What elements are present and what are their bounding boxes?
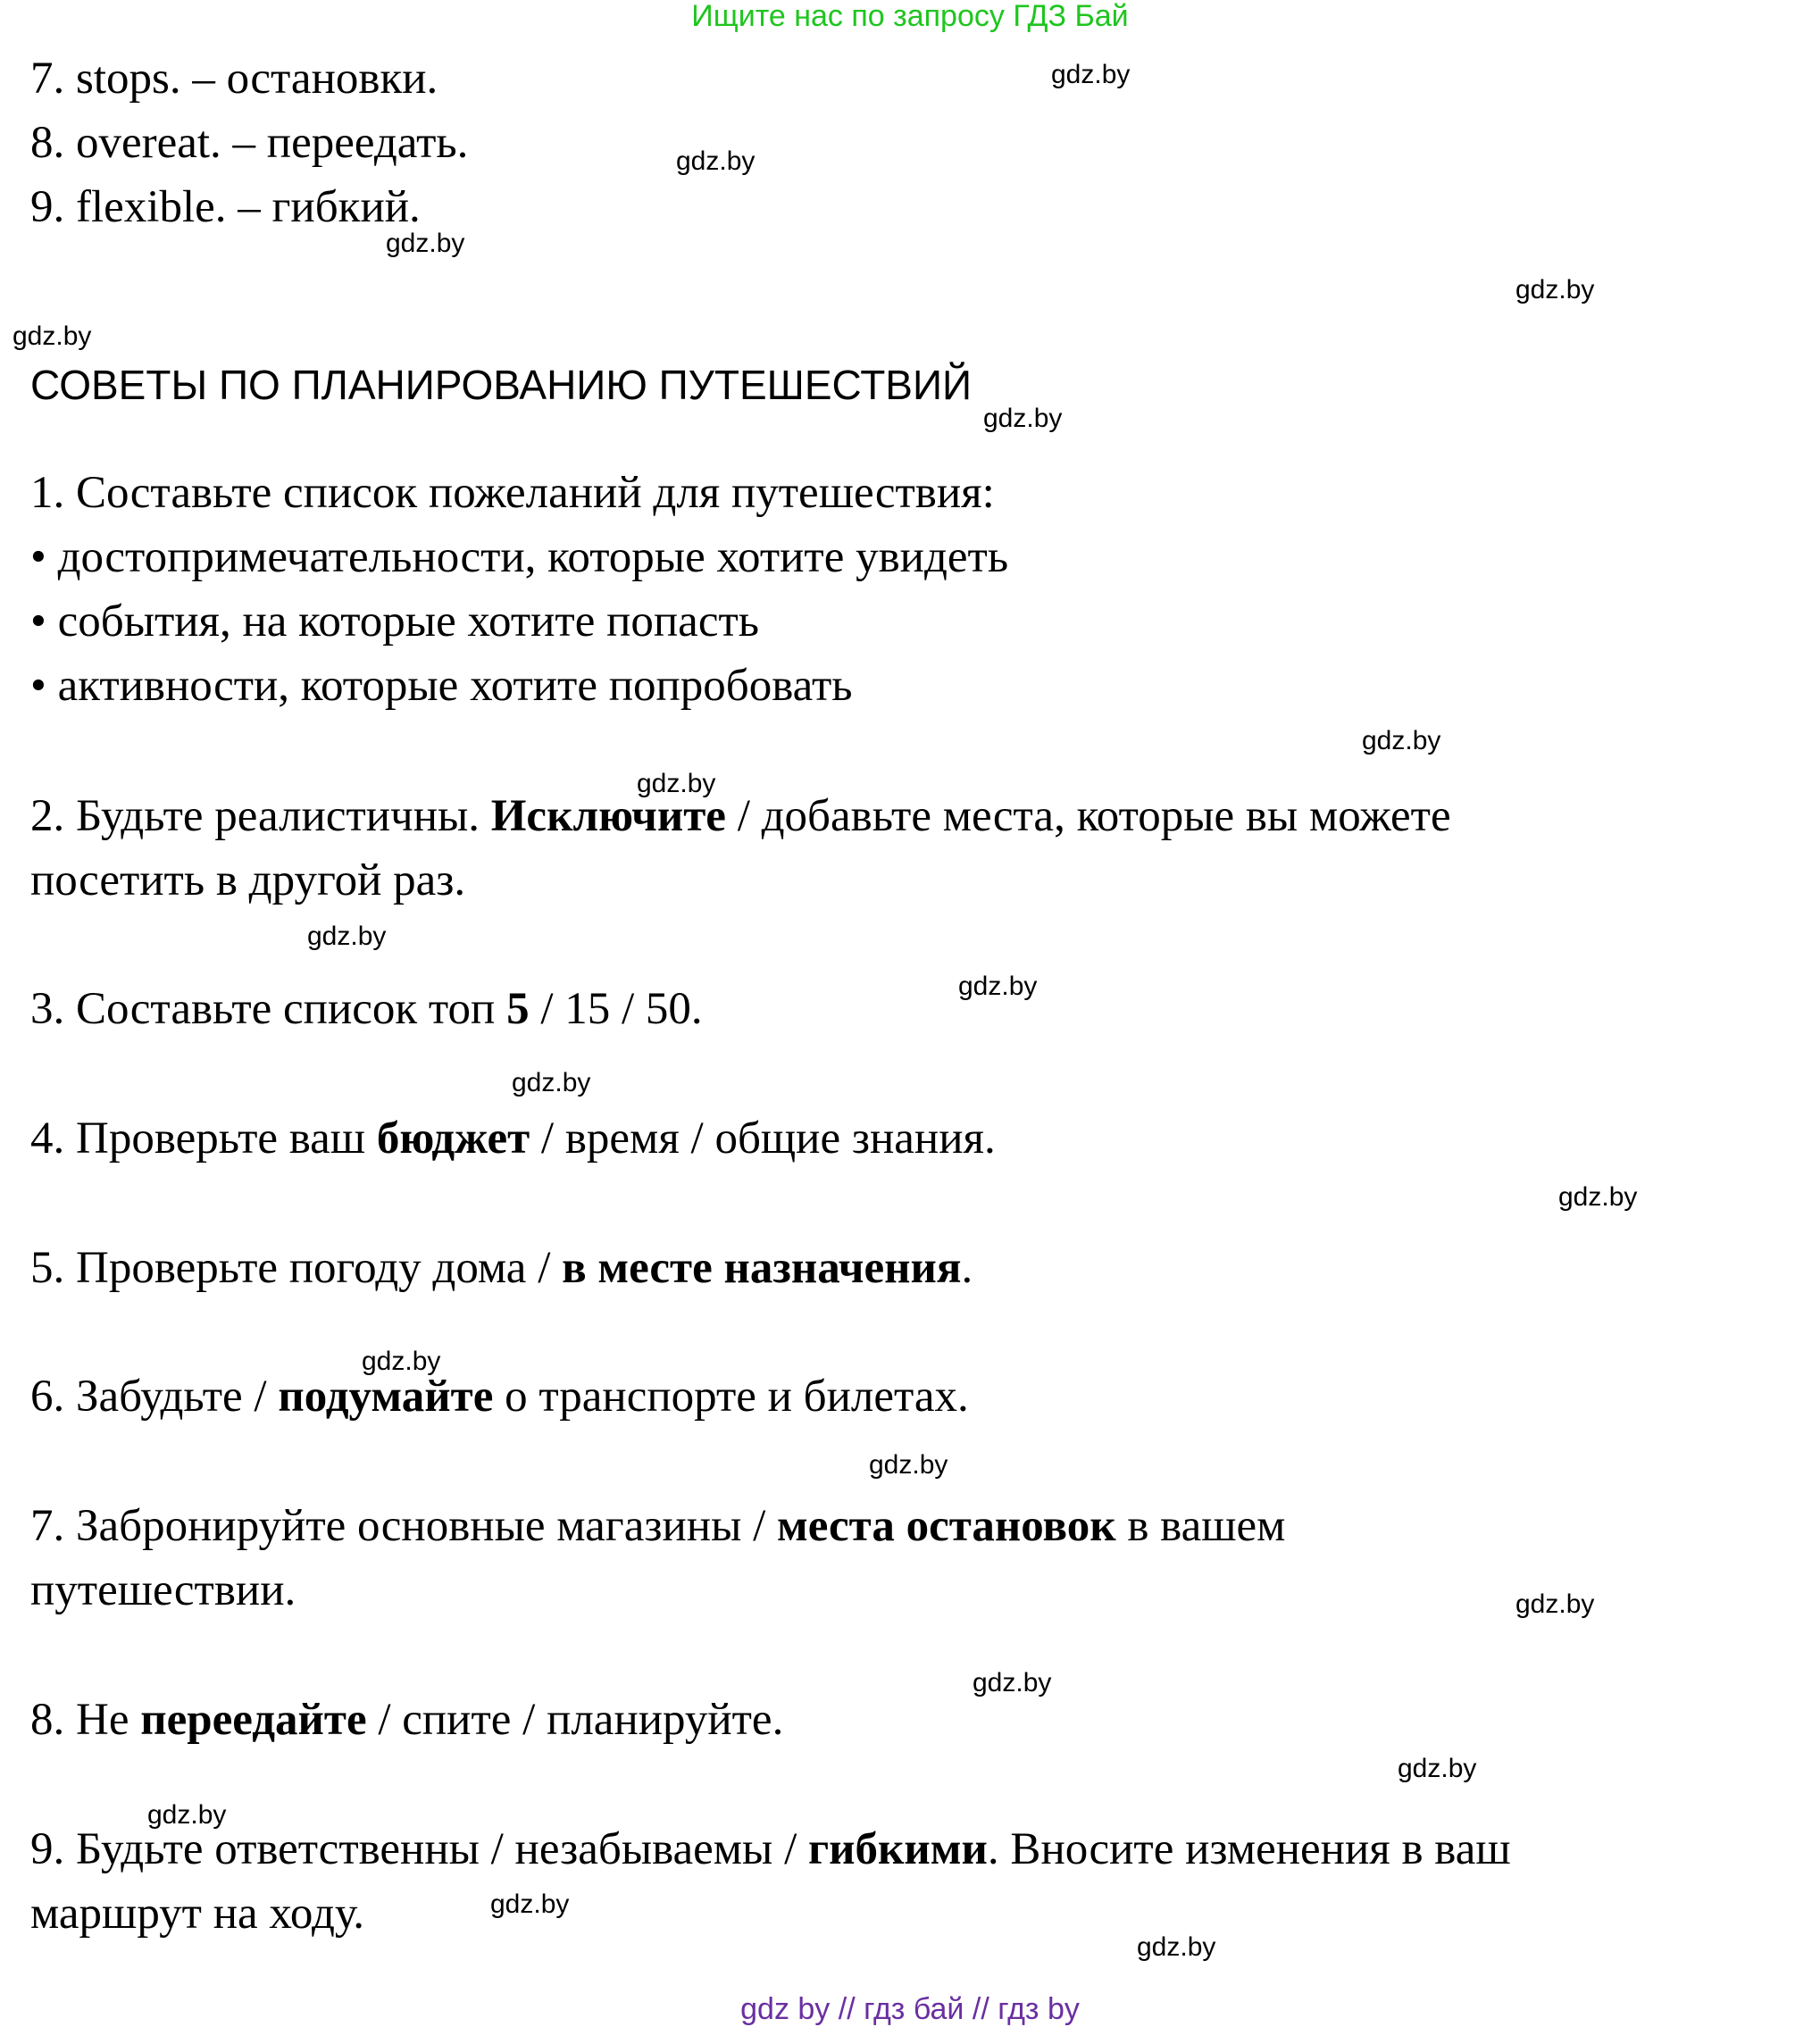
bullet-item: • активности, которые хотите попробовать	[30, 661, 853, 711]
vocab-item: 7. stops. – остановки.	[30, 54, 438, 104]
watermark: gdz.by	[307, 922, 387, 951]
tip-5: 5. Проверьте погоду дома / в месте назначения.	[30, 1243, 973, 1293]
watermark: gdz.by	[983, 404, 1063, 433]
answer-bold: гибкими	[807, 1824, 988, 1874]
watermark: gdz.by	[637, 769, 716, 798]
watermark: gdz.by	[869, 1450, 948, 1480]
watermark: gdz.by	[1051, 60, 1131, 89]
bullet-item: • события, на которые хотите попасть	[30, 596, 759, 646]
watermark: gdz.by	[1137, 1932, 1216, 1962]
tip-2: 2. Будьте реалистичны. Исключите / добавьте места, которые вы можете	[30, 791, 1451, 841]
watermark: gdz.by	[1515, 1589, 1595, 1619]
tip-3: 3. Составьте список топ 5 / 15 / 50.	[30, 984, 703, 1034]
tip-8: 8. Не переедайте / спите / планируйте.	[30, 1695, 784, 1745]
tip-6: 6. Забудьте / подумайте о транспорте и билетах.	[30, 1372, 969, 1422]
tip-7-continued: путешествии.	[30, 1565, 296, 1615]
section-heading: СОВЕТЫ ПО ПЛАНИРОВАНИЮ ПУТЕШЕСТВИЙ	[30, 362, 973, 408]
tip-9: 9. Будьте ответственны / незабываемы / гибкими. Вносите изменения в ваш	[30, 1824, 1511, 1874]
watermark: gdz.by	[958, 972, 1038, 1001]
watermark: gdz.by	[1515, 275, 1595, 304]
watermark: gdz.by	[147, 1800, 227, 1830]
tip-2-continued: посетить в другой раз.	[30, 855, 466, 905]
top-banner: Ищите нас по запросу ГДЗ Бай	[691, 0, 1129, 33]
watermark: gdz.by	[1398, 1754, 1477, 1783]
vocab-item: 8. overeat. – переедать.	[30, 118, 469, 168]
watermark: gdz.by	[973, 1668, 1052, 1698]
tip-9-continued: маршрут на ходу.	[30, 1889, 365, 1939]
footer-links: gdz by // гдз бай // гдз by	[740, 1992, 1080, 2026]
watermark: gdz.by	[1362, 726, 1441, 755]
answer-bold: подумайте	[278, 1372, 494, 1422]
answer-bold: Исключите	[490, 791, 726, 841]
tip-1: 1. Составьте список пожеланий для путешествия:	[30, 468, 995, 518]
vocab-item: 9. flexible. – гибкий.	[30, 182, 421, 232]
answer-bold: в месте назначения	[562, 1243, 962, 1293]
bullet-item: • достопримечательности, которые хотите увидеть	[30, 532, 1009, 582]
answer-bold: бюджет	[376, 1114, 530, 1164]
watermark: gdz.by	[676, 146, 756, 176]
watermark: gdz.by	[386, 229, 465, 258]
tip-4: 4. Проверьте ваш бюджет / время / общие знания.	[30, 1114, 996, 1164]
answer-bold: 5	[506, 984, 530, 1034]
watermark: gdz.by	[1558, 1182, 1638, 1212]
watermark: gdz.by	[512, 1068, 591, 1097]
tip-7: 7. Забронируйте основные магазины / места остановок в вашем	[30, 1501, 1286, 1551]
watermark: gdz.by	[490, 1889, 570, 1919]
answer-bold: переедайте	[140, 1695, 367, 1745]
answer-bold: места остановок	[777, 1501, 1116, 1551]
watermark: gdz.by	[362, 1347, 441, 1376]
watermark: gdz.by	[13, 321, 92, 351]
